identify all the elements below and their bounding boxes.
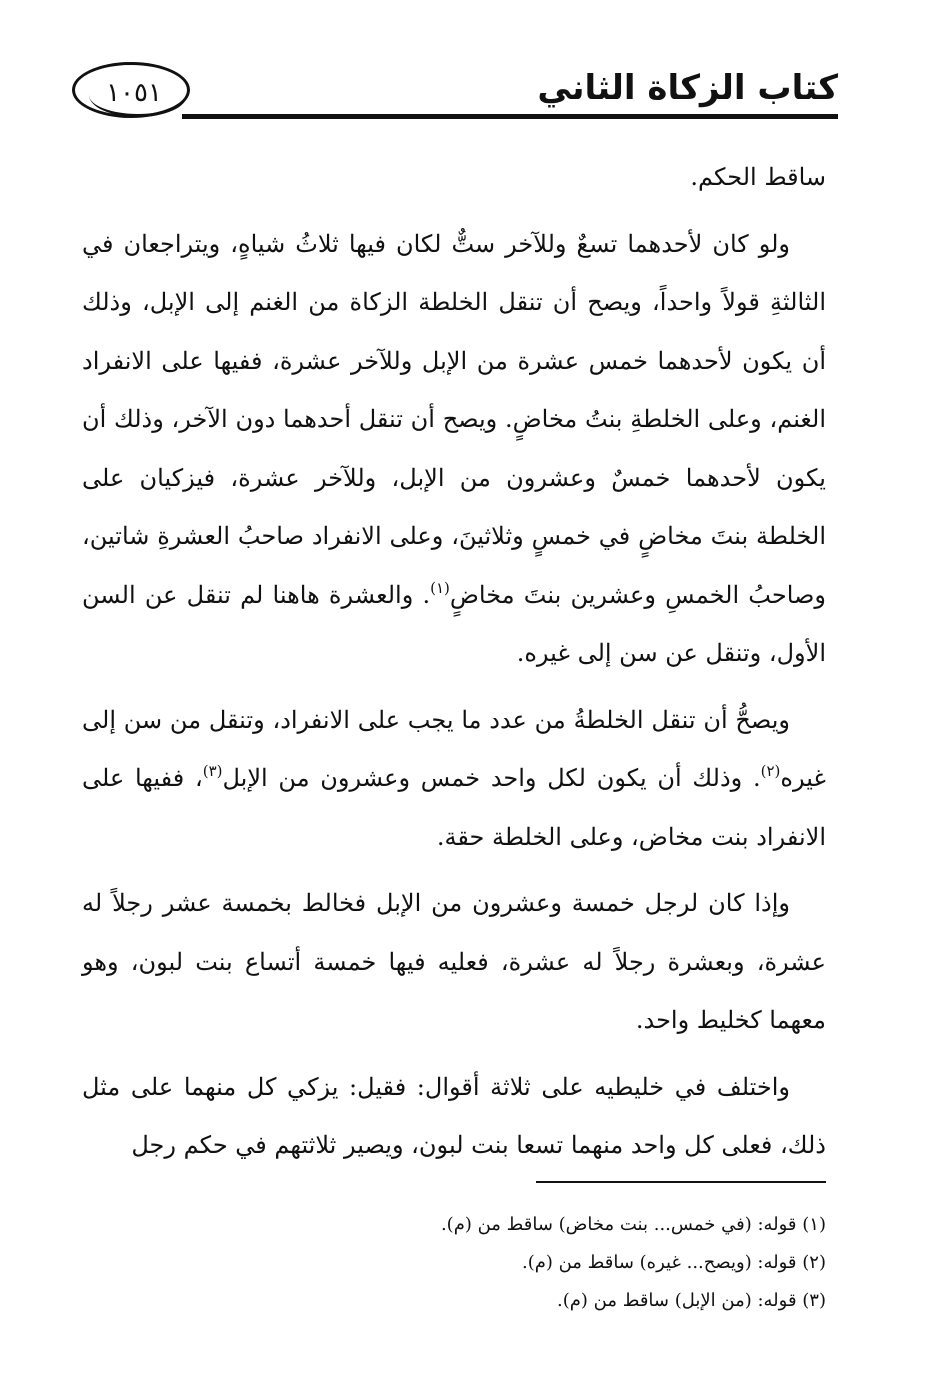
- book-title: كتاب الزكاة الثاني: [537, 68, 838, 108]
- page-header: [72, 62, 838, 132]
- paragraph-1: [82, 215, 826, 683]
- paragraph-4: [82, 1058, 826, 1175]
- page-number-frame: [72, 62, 190, 118]
- footnote-marker-2[interactable]: (٢): [760, 762, 781, 780]
- paragraph-text-continued: . وذلك أن يكون لكل واحد خمس وعشرون من الإبل: [222, 764, 761, 792]
- footnote-3: (٣) قوله: (من الإبل) ساقط من (م).: [557, 1290, 826, 1311]
- paragraph-0: [82, 148, 826, 207]
- body-text: [82, 148, 826, 1183]
- footnote-2: (٢) قوله: (ويصح... غيره) ساقط من (م).: [521, 1252, 826, 1273]
- footnote-1: (١) قوله: (في خمس... بنت مخاض) ساقط من (م).: [440, 1214, 826, 1235]
- paragraph-text: ساقط الحكم.: [690, 163, 826, 191]
- paragraph-3: [82, 874, 826, 1050]
- footnote-marker-3[interactable]: (٣): [202, 762, 223, 780]
- paragraph-2: [82, 691, 826, 867]
- paragraph-text: وإذا كان لرجل خمسة وعشرون من الإبل فخالط بخمسة عشر رجلاً له عشرة، وبعشرة رجلاً له عشرة، فعليه فيها خمسة أتساع بنت لبون، وهو معهما كخليط واحد.: [82, 889, 826, 1034]
- header-rule: [182, 114, 838, 119]
- footnote-separator: [536, 1181, 826, 1183]
- paragraph-text: ويصحُّ أن تنقل الخلطةُ من عدد ما يجب على الانفراد، وتنقل من سن إلى غيره: [82, 705, 826, 792]
- paragraph-text: واختلف في خليطيه على ثلاثة أقوال: فقيل: يزكي كل منهما على مثل ذلك، فعلى كل واحد منهما تسعا بنت لبون، ويصير ثلاثتهم في حكم رجل: [82, 1072, 826, 1159]
- footnotes: [226, 1206, 826, 1320]
- footnote-marker-1[interactable]: (١): [430, 578, 450, 597]
- paragraph-text-continued: ، ففيها على الانفراد بنت مخاض، وعلى الخلطة حقة.: [82, 764, 826, 851]
- page-number: ١٠٥١: [106, 78, 162, 108]
- paragraph-text: ولو كان لأحدهما تسعٌ وللآخر ستٌّ لكان فيها ثلاثُ شياهٍ، ويتراجعان في الثالثةِ قولاً واحداً، ويصح أن تنقل الخلطة الزكاة من الغنم إلى الإبل، وذلك أن يكون لأحدهما خمس عشرة من الإبل وللآخر عشرة، ففيها على الانفراد الغنم، وعلى الخلطةِ بنتُ مخاضٍ. ويصح أن تنقل أحدهما دون الآخر، وذلك أن يكون لأحدهما خمسٌ وعشرون من الإبل، وللآخر عشرة، فيزكيان على الخلطة بنتَ مخاضٍ في خمسٍ وثلاثينَ، وعلى الانفراد صاحبُ العشرةِ شاتين، وصاحبُ الخمسِ وعشرين بنتَ مخاضٍ: [82, 229, 827, 609]
- paragraph-text-continued: . والعشرة هاهنا لم تنقل عن السن الأول، وتنقل عن سن إلى غيره.: [82, 580, 826, 667]
